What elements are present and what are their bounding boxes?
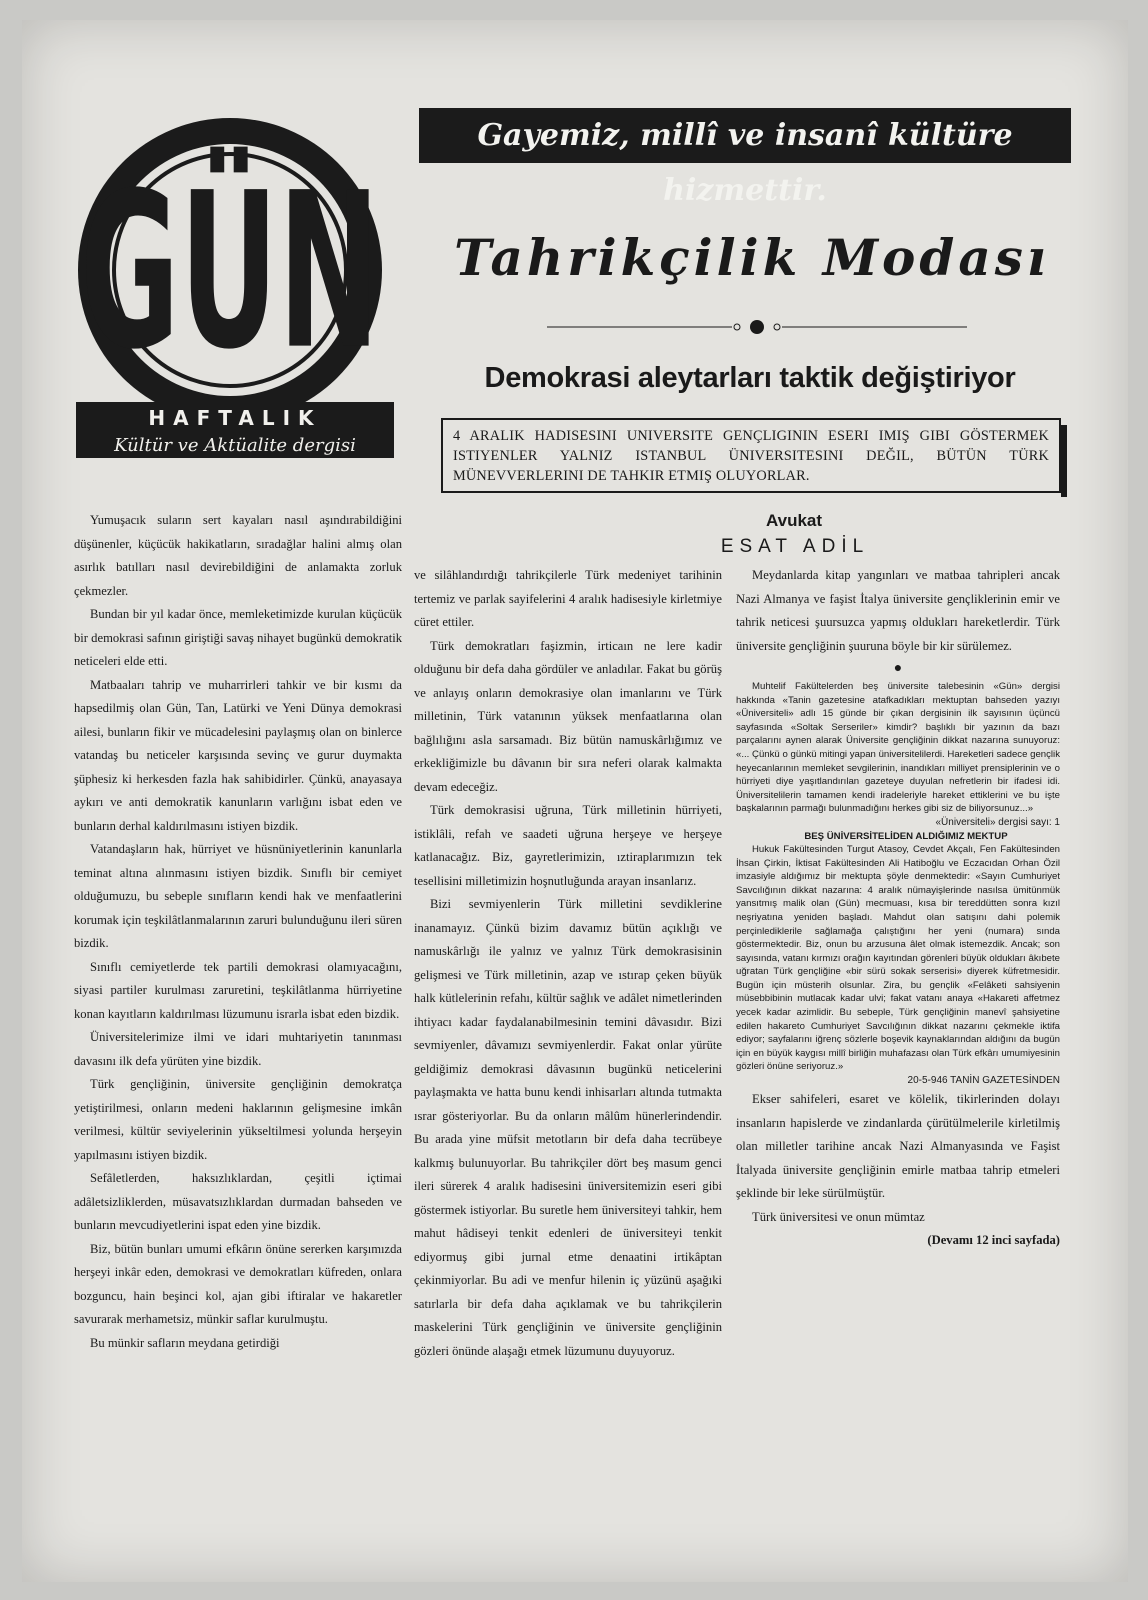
ornament-divider-icon (547, 317, 967, 337)
bullet-dot-icon: ● (893, 661, 903, 676)
newspaper-page (22, 20, 1128, 1582)
gun-logo-graphic (70, 102, 400, 462)
quote-block: Muhtelif Fakültelerden beş üniversite talebesinin «Gün» dergisi hakkında «Tanin gazetesine atafkadıkları mektuptan bahseden yazıyı «Üniversiteli» adlı 15 günde bir çıkan dergisinin ilk sayısının üçüncü sayfasında «Soltak Serseriler» kimdir? başlıklı bir yazının da bazı parçalarını aynen alarak Üniversite gençliğinin dikkat nazarına sunuyoruz: «... Çünkü o günkü mitingi yapan üniversitelilerdi. Hareketleri sadece gençlik heyecanlarının memleket sevgilerinin, inandıkları milliyet prensiplerinin ve o hürriyeti diye yaşıtlandırılan gazeteye duyulan nefretlerin bir ifadesi idi. Üniversitelilerin tamamen kendi iradeleriyle hareket ettiklerini ve bu işte başkalarının parmağı bulunmadığını herkes gibi siz de biliyorsunuz...» (736, 681, 1060, 815)
paragraph: Ekser sahifeleri, esaret ve kölelik, tikirlerinden dolayı insanların hapislerde ve zindanlarda çürütülmelerile kirletilmiş olan milletler tarihine ancak Nazi Almanyasında ve Faşist İtalyada üniversite gençliğinin emirle matbaa tahrip etmeleri şeklinde bir leke sürülmüştür. (736, 1092, 1060, 1201)
paragraph: Türk demokrasisi uğruna, Türk milletinin hürriyeti, istiklâli, refah ve saadeti uğruna herşeye ve herşeye katlanacağız. Biz, gayretlerimizin, ıztiraplarımızın tek tesellisini milletimizin hoşnutluğunda arayan insanlarız. (414, 803, 722, 888)
paragraph: Bu münkir safların meydana getirdiği (90, 1335, 280, 1350)
quote-heading: BEŞ ÜNİVERSİTELİDEN ALDIĞIMIZ MEKTUP (804, 830, 1008, 842)
paragraph: Biz, bütün bunları umumi efkârın önüne sererken karşımızda herşeyi inkâr eden, demokrasi ve demokratları küfreden, onlara bozguncu, hain beşinci kol, ajan gibi iftiralar ve hakaretler savurarak merhametsiz, münkir saflar kurulmuştu. (74, 1241, 402, 1326)
headline: Tahrikçilik Modası (454, 228, 1050, 287)
byline-name: ESAT ADİL (720, 536, 870, 557)
logo-name: GÜN (80, 147, 380, 398)
summary-box: 4 ARALIK HADISESINI UNIVERSITE GENÇLIGININ ESERI IMIŞ GIBI GÖSTERMEK ISTIYENLER YALNIZ ISTANBUL ÜNIVERSITESINI DEĞIL, BÜTÜN TÜRK MÜNEVVERLERINI DE TAHKIR ETMIŞ OLUYORLAR. (441, 418, 1061, 493)
paragraph: Sefâletlerden, haksızlıklardan, çeşitli içtimai adâletsizliklerden, müsavatsızlıklardan durmadan bahseden ve bunların mevcudiyetlerini ispat eden yine bizdik. (74, 1171, 402, 1232)
paragraph: Meydanlarda kitap yangınları ve matbaa tahripleri ancak Nazi Almanya ve faşist İtalya üniversite gençliklerinin emir ve tahrik neticesi şuursuzca yapmış oldukları hareketlerdir. Türk üniversite gençliğinin şuuruna böyle bir kir sürülemez. (736, 568, 1060, 653)
paragraph: Bizi sevmiyenlerin Türk milletini sevdiklerine inanamayız. Çünkü bizim davamız bütün açıklığı ve namuskârlığı ile yalnız ve yalnız Türk demokrasisinin gelişmesi ve Türk milletinin, azap ve ıstırap çeken büyük halk kütlelerinin refahı, kültür sağlık ve adâlet nimetlerinden ihtiyacı kadar faydalanabilmesinin temini dâvasıdır. Bizi sevmiyenler, dâvamızı sevmiyenlerdir. Fakat onlar yürüte geldiğimiz demokrasi dâvasının bugünkü neticelerini paylaşmakta ve hatta bunu kendi inhisarları altında tutmakta ısrar gösteriyorlar. Bu da onların mâlûm hünerlerindendir. Bu arada yine müfsit metotların bir defa daha tecrübeye kalkmış bulunuyorlar. Bu tahrikçiler dört beş masum genci ileri sürerek 4 aralık hadisesini üniversitemizin eseri gibi göstermek istiyorlar. Bu suretle hem üniversiteyi tahkir, hem mahut hâdiseyi tenkit edenleri de üniversiteyi tenkit ediyormuş gibi jurnal etme denaatini irtikâptan çekinmiyorlar. Bu adi ve menfur hilenin iç yüzünü aşağıki satırlarla bir defa daha açıklamak ve bu tahrikçilerin maskelerini Türk gençliğinin ve üniversite gençliğinin gözleri önünde alaşağı etmek lüzumunu duyuyoruz. (414, 897, 722, 1358)
paragraph: Matbaaları tahrip ve muharrirleri tahkir ve bir kısmı da hapsedilmiş olan Gün, Tan, Latürki ve Yeni Dünya demokrasi ailesi, bunların fikir ve mücadelesini paylaşmış olan on binlerce vatandaş bu neticeler karşısında sevinç ve gurur duymakta şüphesiz ki herkesden fazla hak sahibidirler. Çünkü, anayasaya aykırı ve anti demokratik kanunların varlığını isbat eden ve bunların derhal kaldırılmasını istiyen bizdik. (74, 677, 402, 833)
paragraph: Üniversitelerimize ilmi ve idari muhtariyetin tanınması davasını ilk defa yürüten yine bizdik. (74, 1030, 402, 1068)
paragraph: Bundan bir yıl kadar önce, memleketimizde kurulan küçücük bir demokrasi safının giriştiği savaş nihayet bugünkü demokratik neticeleri elde etti. (74, 607, 402, 668)
motto-banner: Gayemiz, millî ve insanî kültüre hizmettir. (419, 108, 1071, 163)
paragraph: Vatandaşların hak, hürriyet ve hüsnüniyetlerinin kanunlarla teminat altına alınmasını istiyen bizdik. Sınıflı bir cemiyet olduğumuzu, bu sebeple sınıfların kendi hak ve menfaatlerini korumak için teşkilâtlanmalarının zaruri bulunduğunu ileri süren bizdik. (74, 842, 402, 950)
quote-source: «Üniversiteli» dergisi sayı: 1 (935, 816, 1060, 828)
gun-logo (70, 102, 400, 462)
paragraph: Türk demokratları faşizmin, irticaın ne lere kadir olduğunu bir defa daha gördüler ve anladılar. Fakat bu görüş ve anlayış onların demokrasiye olan imanlarını ve Türk milletinin, Türk vatanının yüksek menfaatlarına olan bağlılığını asla sarsamadı. Biz bütün namuskârlığımız ve erkekliğimizle bu dâvanın bir sıra neferi olarak kalmakta devam edeceğiz. (414, 638, 722, 794)
paragraph: ve silâhlandırdığı tahrikçilerle Türk medeniyet tarihinin tertemiz ve parlak sayifelerini 4 aralık hadisesiyle kirletmiye cüret ettiler. (414, 568, 722, 629)
column-3 (736, 564, 1060, 1253)
column-1 (74, 509, 402, 1355)
paragraph: Sınıflı cemiyetlerde tek partili demokrasi olamıyacağını, siyasi partiler kurulması zaruretini, teşkilâtlanma hürriyetine konan kayıtların kaldırılması lüzumunu israrla isbat eden bizdik. (74, 959, 402, 1021)
byline-role: Avukat (765, 511, 823, 530)
quote-source: 20-5-946 TANİN GAZETESİNDEN (907, 1075, 1060, 1087)
column-3-bottom (736, 1088, 1060, 1229)
quote-block: Hukuk Fakültesinden Turgut Atasoy, Cevdet Akçalı, Fen Fakültesinden İhsan Çirkin, İktisat Fakültesinden Ali Hatiboğlu ve Eczacıdan Orhan Özil imzasiyle aldığımız bir mektupta şöyle denmektedir: «Sayın Cumhuriyet Savcılığının dikkat nazarına: 4 aralık nümayişlerinde nasılsa ümitünmük yansıtmış malik olan (Gün) mecmuası, kısa bir tereddütten sonra kızıl neşriyatına yeniden başladı. Mahdut olan satışını dahi polemik perçinlediklerile sağlamağa çalıştığını her yeni (numara) sında göstermektedir. Biz, onun bu arzusuna âlet olmak istemezdik. Ancak; son sayısında, vatanı kırmızı orağın kayıtından görenleri büyük oldukları âkıbete uğratan Türk gençliğine «bir sürü sokak serserisi» diyerek küfretmesidir. Bugün için müsterih olsunlar. Zira, bu gençlik «Felâketi sahsiyenin müsebbibinin mutlacak kadar ulvi; fakat vatanı anaya «Hakareti affetmez yecek kadar azimlidir. Bu sebeple, Türk gençliğinin manevî şahsiyetine edilen hakareto Cumhuriyet Savcılığının dikkat nazarını çekmekle iktifa ediyor; sayfalarını iğrenç sözlerle boşevik kaynaklarından aldığını da bugün için en büyük kaygısı millî birliğin muhafazası olan Türk efkârı umumiyesinin gözleri önüne seriyoruz.» (736, 843, 1060, 1073)
subheadline: Demokrasi aleytarları taktik değiştiriyor (484, 362, 1016, 394)
logo-band: HAFTALIK (148, 406, 322, 430)
logo-tagline: Kültür ve Aktüalite dergisi (114, 435, 356, 456)
paragraph: Türk üniversitesi ve onun mümtaz (752, 1209, 925, 1224)
paragraph: Yumuşacık suların sert kayaları nasıl aşındırabildiğini düşünenler, küçücük hakikatların, sıradağlar halini almış olan asırlık batılları nasıl devirebildiğini de anlamakta zorluk çekmezler. (74, 513, 402, 598)
continued-note: (Devamı 12 inci sayfada) (927, 1233, 1060, 1248)
paragraph: Türk gençliğinin, üniversite gençliğinin demokratça yetiştirilmesi, onların medeni haklarının gelişmesine imkân verilmesi, kültür seviyelerinin yükseltilmesi yolunda herşeyin yapılmasını istiyen bizdik. (74, 1077, 402, 1162)
column-2 (414, 564, 722, 1363)
